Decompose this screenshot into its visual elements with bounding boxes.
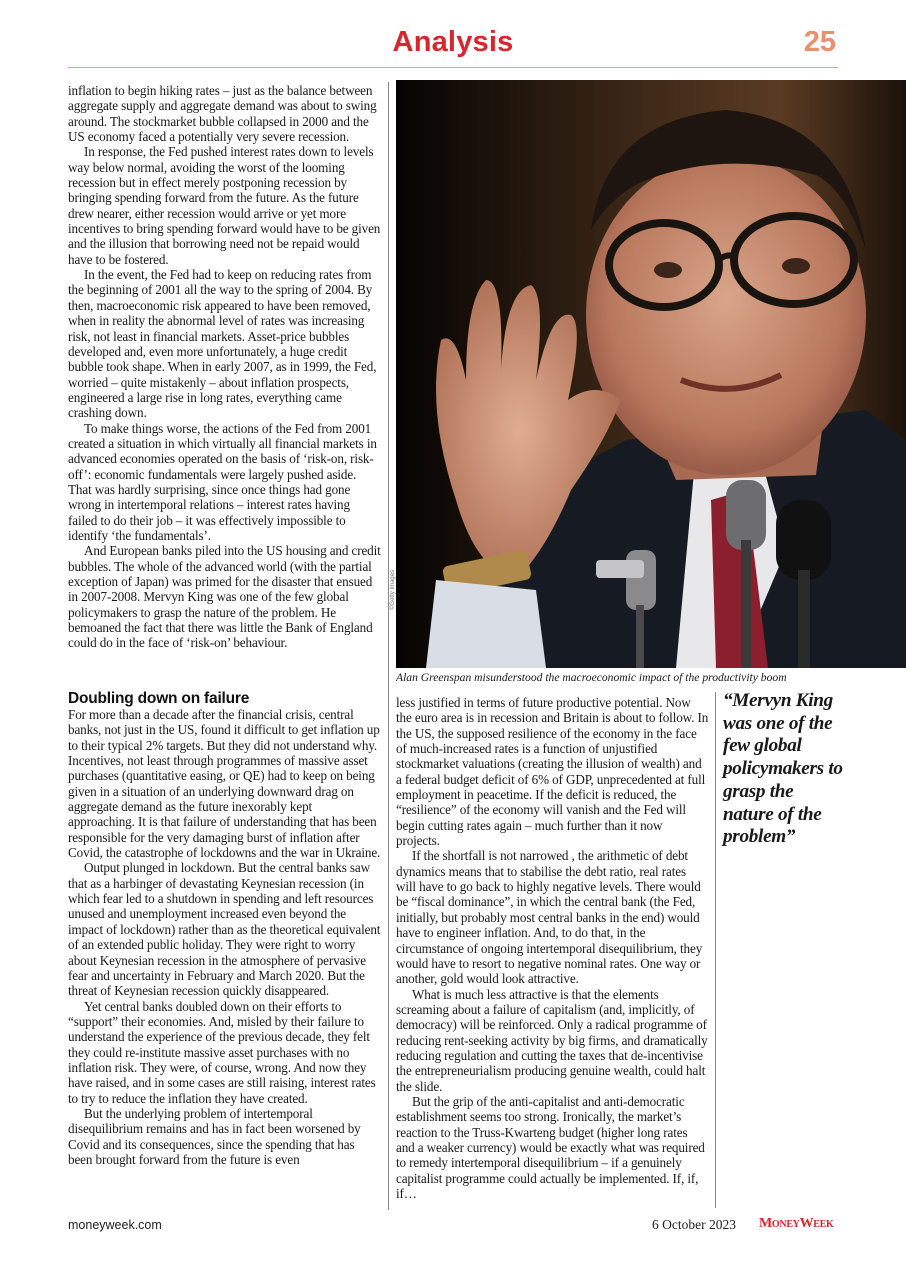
footer-date: 6 October 2023 <box>652 1217 736 1232</box>
body-paragraph: But the grip of the anti-capitalist and anti-democratic establishment seems too strong. Ironically, the market’s reaction to the Truss-Kwarteng budget (higher long rates and a weaker currency) would be exactly what was required to remedy intertemporal disequilibrium – if a genuinely capitalist programme could actually be implemented. If, if, if… <box>396 1093 705 1201</box>
photo-credit: ©Getty Images <box>390 569 396 610</box>
section-title: Analysis <box>392 26 514 58</box>
column-divider <box>715 692 716 1208</box>
portrait-photo <box>396 80 906 668</box>
photo-caption: Alan Greenspan misunderstood the macroeconomic impact of the productivity boom <box>396 671 787 684</box>
middle-column <box>396 695 709 1201</box>
body-paragraph: Yet central banks doubled down on their efforts to “support” their economies. And, misled by their failure to understand the experience of the previous decade, they felt they could re-institute massive asset purchases with no inflation risk. They were, of course, wrong. And now they have raised, and in some cases are still raising, interest rates to try to reduce the inflation they have created. <box>68 998 376 1106</box>
body-paragraph: To make things worse, the actions of the Fed from 2001 created a situation in which virtually all financial markets in advanced economies operated on the basis of ‘risk-on, risk-off’: economic fundamentals were largely pushed aside. That was hardly surprising, since once things had gone wrong in intertemporal relations – interest rates having failed to do their job – it was effectively impossible to identify ‘the fundamentals’. <box>68 420 377 543</box>
body-paragraph: And European banks piled into the US housing and credit bubbles. The whole of the advanced world (with the partial exception of Japan) was primed for the disaster that ensued in 2007-2008. Mervyn King was one of the few global policymakers to grasp the nature of the problem. He bemoaned the fact that there was little the Bank of England could do in the face of ‘risk-on’ behaviour. <box>68 543 381 651</box>
body-paragraph: But the underlying problem of intertemporal disequilibrium remains and has in fact been worsened by Covid and its consequences, since the spending that has been brought forward from the future is even <box>68 1105 361 1167</box>
body-paragraph: If the shortfall is not narrowed , the arithmetic of debt dynamics means that to stabilise the debt ratio, real rates will have to go back to highly negative levels. There would be “fiscal dominance”, in which the central bank (the Fed, initially, but probably most central banks in the end) would have to engineer inflation. And, to do that, in the circumstance of ongoing intertemporal disequilibrium, they would have to resort to negative nominal rates. One way or another, gold would look attractive. <box>396 848 703 987</box>
left-column-bottom <box>68 707 381 1167</box>
moneyweek-logo: MoneyWeek <box>759 1216 834 1231</box>
body-paragraph: In the event, the Fed had to keep on reducing rates from the beginning of 2001 all the way to the spring of 2004. By then, macroeconomic risk appeared to have been removed, when in reality the abnormal level of rates was increasing risk, not least in financial markets. Asset-price bubbles developed and, even more unfortunately, a huge credit bubble took shape. When in early 2007, as in 1999, the Fed, worried – quite mistakenly – about inflation prospects, engineered a large rise in long rates, everything came crashing down. <box>68 267 377 421</box>
page-number: 25 <box>803 26 836 58</box>
footer-website[interactable]: moneyweek.com <box>68 1218 162 1232</box>
pull-quote: “Mervyn King was one of the few global policymakers to grasp the nature of the problem” <box>723 690 843 848</box>
body-paragraph: inflation to begin hiking rates – just as the balance between aggregate supply and aggregate demand was about to swing around. The stockmarket bubble collapsed in 2000 and the US economy faced a potentially very severe recession. <box>68 83 377 145</box>
body-paragraph: For more than a decade after the financial crisis, central banks, not just in the US, found it difficult to get inflation up to their typical 2% targets. But they did not understand why. Incentives, not least through programmes of massive asset purchases (quantitative easing, or QE) had to keep on being given in a situation of an underlying downward drag on aggregate demand as the future inexorably kept approaching. It is that failure of understanding that has been responsible for the very damaging burst of inflation after Covid, the catastrophe of lockdowns and the war in Ukraine. <box>68 707 381 861</box>
body-paragraph: less justified in terms of future productive potential. Now the euro area is in recession and Britain is about to follow. In the US, the supposed resilience of the economy in the face of much-increased rates is a function of unjustified stockmarket valuations (creating the illusion of wealth) and a federal budget deficit of 6% of GDP, unprecedented at full employment in peacetime. If the deficit is reduced, the “resilience” of the economy will vanish and the Fed will begin cutting rates again – much further than it now projects. <box>396 695 709 849</box>
body-paragraph: Output plunged in lockdown. But the central banks saw that as a harbinger of devastating Keynesian recession (in which fear led to a shutdown in spending and left resources unused and unemployment increased even beyond the impact of lockdown) rather than as the theoretical equivalent of an extended public holiday. They were right to worry about Keynesian recession in the atmosphere of pervasive fear and uncertainty in February and March 2020. But the threat of Keynesian recession quickly disappeared. <box>68 860 381 999</box>
left-column-top <box>68 83 381 651</box>
body-paragraph: What is much less attractive is that the elements screaming about a failure of capitalism (and, implicitly, of democracy) will be reinforced. Only a radical programme of reducing rent-seeking activity by big firms, and dramatically reducing regulation and cutting the taxes that de-incentivise the entrepreneurialism producing genuine wealth, could halt the slide. <box>396 986 708 1094</box>
header-divider <box>68 67 838 68</box>
body-paragraph: In response, the Fed pushed interest rates down to levels way below normal, avoiding the worst of the looming recession but in effect merely postponing recession by bringing spending forward from the future. As the future drew nearer, either recession would arrive or yet more incentives to bring spending forward would have to be given and the illusion that borrowing need not be repaid would have to be fostered. <box>68 144 381 267</box>
subheading: Doubling down on failure <box>68 690 250 707</box>
column-divider <box>388 82 389 1210</box>
